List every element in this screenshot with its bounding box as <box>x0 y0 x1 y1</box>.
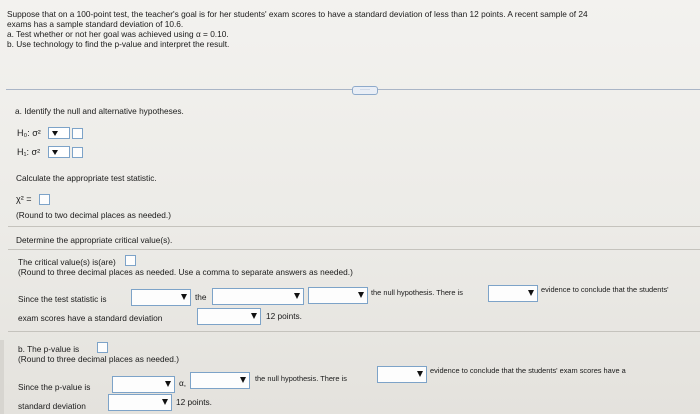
chevron-down-icon <box>528 290 534 296</box>
problem-part-b: b. Use technology to find the p-value and interpret the result. <box>7 39 230 49</box>
chevron-down-icon <box>165 381 171 387</box>
critical-values-label: The critical value(s) is(are) <box>18 257 116 267</box>
chevron-down-icon <box>251 313 257 319</box>
since-pvalue-label: Since the p-value is <box>18 382 91 392</box>
std-dev-comparison-dropdown[interactable] <box>197 308 261 325</box>
problem-part-a: a. Test whether or not her goal was achieved using α = 0.10. <box>7 29 229 39</box>
divider <box>8 249 700 250</box>
chevron-down-icon <box>294 293 300 299</box>
pvalue-evidence-dropdown[interactable] <box>377 366 427 383</box>
exam-scores-text: exam scores have a standard deviation <box>18 313 163 323</box>
problem-line-1: Suppose that on a 100-point test, the teacher's goal is for her students' exam scores to have a standard deviation of less than 12 points. A recent sample of 24 <box>7 9 588 19</box>
expand-more-button[interactable]: ····· <box>352 86 378 95</box>
statistic-comparison-dropdown[interactable] <box>131 289 191 306</box>
pvalue-input[interactable] <box>97 342 108 353</box>
h0-operator-dropdown[interactable] <box>48 127 70 139</box>
evidence-text: evidence to conclude that the students' <box>541 285 669 294</box>
divider <box>8 331 700 332</box>
test-statistic-label: Calculate the appropriate test statistic. <box>16 173 157 183</box>
chi-square-label: χ² = <box>16 194 32 204</box>
pvalue-null-hypothesis-text: the null hypothesis. There is <box>255 374 347 383</box>
round-two-note: (Round to two decimal places as needed.) <box>16 210 171 220</box>
chi-square-input[interactable] <box>39 194 50 205</box>
divider <box>8 226 700 227</box>
chevron-down-icon <box>52 131 58 136</box>
chevron-down-icon <box>417 371 423 377</box>
pvalue-points-text: 12 points. <box>176 397 212 407</box>
the-label: the <box>195 292 207 302</box>
null-hypothesis-text: the null hypothesis. There is <box>371 288 463 297</box>
chevron-down-icon <box>358 292 364 298</box>
h1-label: H₁: σ² <box>17 147 41 157</box>
since-statistic-label: Since the test statistic is <box>18 294 107 304</box>
chevron-down-icon <box>162 399 168 405</box>
window-edge <box>0 340 4 414</box>
pvalue-label: b. The p-value is <box>18 344 80 354</box>
evidence-dropdown[interactable] <box>488 285 538 302</box>
h1-operator-dropdown[interactable] <box>48 146 70 158</box>
chevron-down-icon <box>240 377 246 383</box>
problem-line-2: exams has a sample standard deviation of 10.6. <box>7 19 184 29</box>
round-three-note: (Round to three decimal places as needed.) <box>18 354 179 364</box>
decision-dropdown[interactable] <box>308 287 368 304</box>
alpha-label: α, <box>179 378 187 388</box>
pvalue-decision-dropdown[interactable] <box>190 372 250 389</box>
pvalue-comparison-dropdown[interactable] <box>112 376 175 393</box>
h0-label: H₀: σ² <box>17 128 41 138</box>
h1-value-input[interactable] <box>72 147 83 158</box>
points-text: 12 points. <box>266 311 302 321</box>
chevron-down-icon <box>181 294 187 300</box>
critical-values-input[interactable] <box>125 255 136 266</box>
pvalue-std-dev-dropdown[interactable] <box>108 394 172 411</box>
std-dev-text: standard deviation <box>18 401 86 411</box>
h0-value-input[interactable] <box>72 128 83 139</box>
round-three-comma-note: (Round to three decimal places as needed. Use a comma to separate answers as needed.) <box>18 267 353 277</box>
chevron-down-icon <box>52 150 58 155</box>
hypotheses-heading: a. Identify the null and alternative hypotheses. <box>15 106 184 116</box>
critical-value-dropdown[interactable] <box>212 288 304 305</box>
pvalue-evidence-text: evidence to conclude that the students' exam scores have a <box>430 366 626 375</box>
critical-value-heading: Determine the appropriate critical value(s). <box>16 235 173 245</box>
